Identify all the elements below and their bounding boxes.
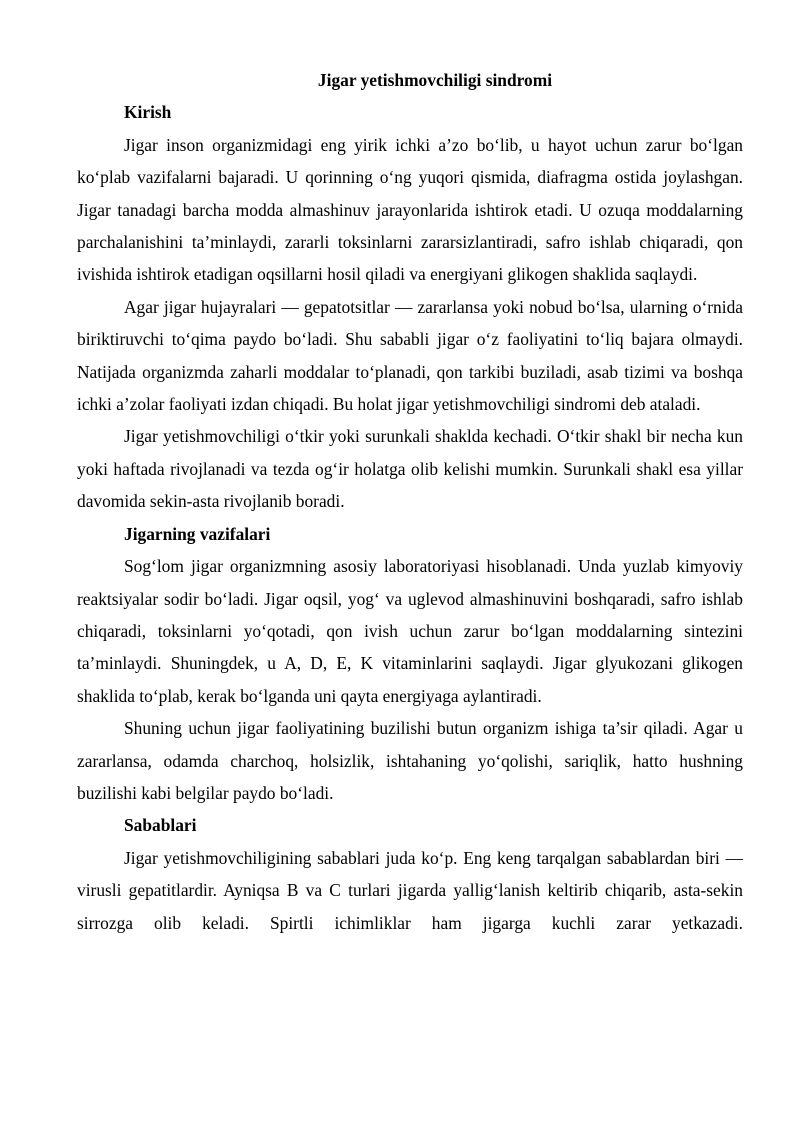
paragraph: Jigar inson organizmidagi eng yirik ichki a’zo bo‘lib, u hayot uchun zarur bo‘lgan ko‘plab vazifalarni bajaradi. U qorinning o‘ng yuqori qismida, diafragma ostida joylashgan. Jigar tanadagi barcha modda almashinuv jarayonlarida ishtirok etadi. U ozuqa moddalarning parchalanishini ta’minlaydi, zararli toksinlarni zararsizlantiradi, safro ishlab chiqaradi, qon ivishida ishtirok etadigan oqsillarni hosil qiladi va energiyani glikogen shaklida saqlaydi. [77,134,743,285]
paragraph: Jigar yetishmovchiligi o‘tkir yoki surunkali shaklda kechadi. O‘tkir shakl bir necha kun yoki haftada rivojlanadi va tezda og‘ir holatga olib kelishi mumkin. Surunkali shakl esa yillar davomida sekin-asta rivojlanib boradi. [77,426,743,512]
document-page [77,64,743,939]
document-title: Jigar yetishmovchiligi sindromi [317,70,553,90]
section-heading-kirish: Kirish [124,102,172,123]
paragraph: Jigar yetishmovchiligining sabablari juda ko‘p. Eng keng tarqalgan sabablardan biri — virusli gepatitlardir. Ayniqsa B va C turlari jigarda yallig‘lanish keltirib chiqarib, asta-sekin sirrozga olib keladi. Spirtli ichimliklar ham jigarga kuchli zarar yetkazadi. [77,847,743,933]
paragraph: Agar jigar hujayralari — gepatotsitlar — zararlansa yoki nobud bo‘lsa, ularning o‘rnida biriktiruvchi to‘qima paydo bo‘ladi. Shu sababli jigar o‘z faoliyatini to‘liq bajara olmaydi. Natijada organizmda zaharli moddalar to‘planadi, qon tarkibi buziladi, asab tizimi va boshqa ichki a’zolar faoliyati izdan chiqadi. Bu holat jigar yetishmovchiligi sindromi deb ataladi. [77,296,743,415]
paragraph: Sog‘lom jigar organizmning asosiy laboratoriyasi hisoblanadi. Unda yuzlab kimyoviy reaktsiyalar sodir bo‘ladi. Jigar oqsil, yog‘ va uglevod almashinuvini boshqaradi, safro ishlab chiqaradi, toksinlarni yo‘qotadi, qon ivish uchun zarur bo‘lgan moddalarning sintezini ta’minlaydi. Shuningdek, u A, D, E, K vitaminlarini saqlaydi. Jigar glyukozani glikogen shaklida to‘plab, kerak bo‘lganda uni qayta energiyaga aylantiradi. [77,556,743,706]
section-heading-jigarning-vazifalari: Jigarning vazifalari [124,523,271,544]
paragraph: Shuning uchun jigar faoliyatining buzilishi butun organizm ishiga ta’sir qiladi. Agar u zararlansa, odamda charchoq, holsizlik, ishtahaning yo‘qolishi, sariqlik, hatto hushning buzilishi kabi belgilar paydo bo‘ladi. [77,718,743,803]
section-heading-sabablari: Sabablari [124,815,197,836]
